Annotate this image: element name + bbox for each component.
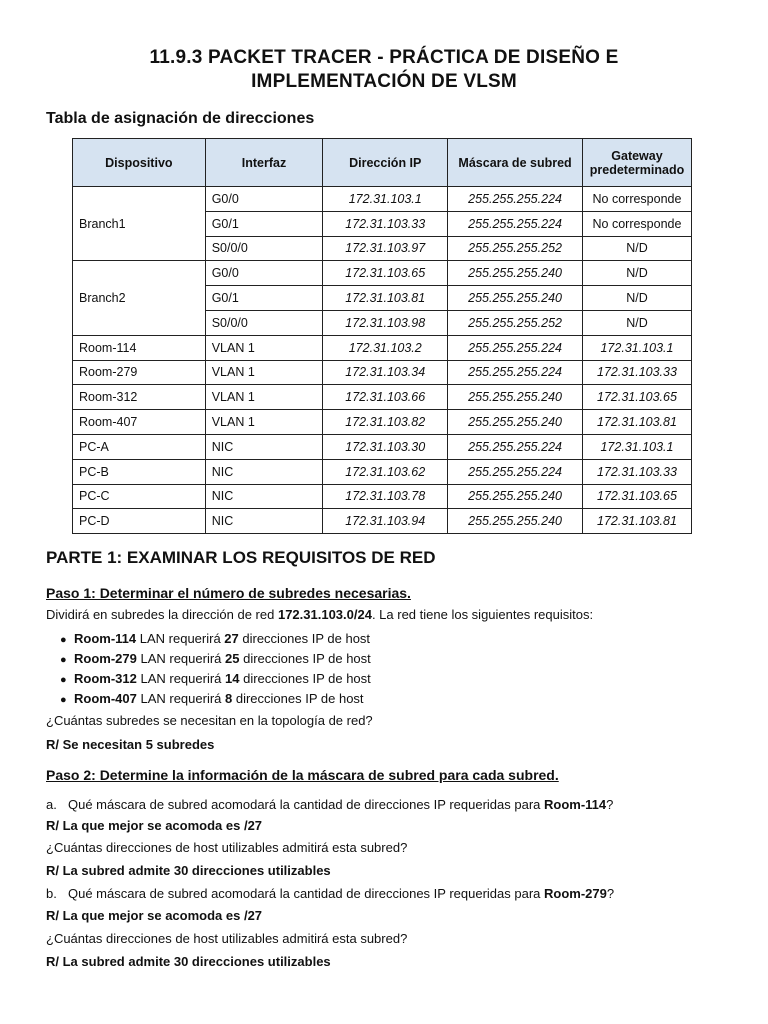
cell-mask: 255.255.255.240 (448, 509, 583, 534)
step2a-answer1: R/ La que mejor se acomoda es /27 (46, 818, 263, 833)
cell-gateway: 172.31.103.33 (582, 360, 691, 385)
cell-gateway: No corresponde (582, 187, 691, 212)
cell-ip: 172.31.103.62 (323, 459, 448, 484)
cell-gateway: 172.31.103.1 (582, 434, 691, 459)
bullet-icon: ● (60, 674, 67, 686)
header-gateway-line1: Gateway (611, 148, 663, 163)
question-end: ? (606, 797, 614, 812)
table-row (73, 187, 692, 212)
bullet-icon: ● (60, 654, 67, 666)
cell-ip: 172.31.103.65 (323, 261, 448, 286)
cell-interface: NIC (205, 509, 323, 534)
cell-device: Room-407 (73, 410, 206, 435)
list-item (60, 669, 371, 689)
cell-ip: 172.31.103.97 (323, 236, 448, 261)
cell-interface: VLAN 1 (205, 410, 323, 435)
req-room: Room-114 (74, 631, 137, 646)
addressing-table (72, 138, 692, 534)
cell-mask: 255.255.255.240 (448, 410, 583, 435)
table-header-row (73, 139, 692, 187)
header-device: Dispositivo (73, 139, 206, 187)
req-count: 14 (225, 671, 240, 686)
cell-mask: 255.255.255.224 (448, 335, 583, 360)
step2b-answer1: R/ La que mejor se acomoda es /27 (46, 908, 263, 923)
cell-gateway: N/D (582, 310, 691, 335)
header-mask: Máscara de subred (448, 139, 583, 187)
cell-mask: 255.255.255.224 (448, 434, 583, 459)
cell-gateway: N/D (582, 286, 691, 311)
req-mid: LAN requerirá (136, 671, 226, 686)
header-gateway (582, 139, 691, 187)
req-mid: LAN requerirá (136, 651, 226, 666)
cell-mask: 255.255.255.252 (448, 310, 583, 335)
cell-gateway: 172.31.103.33 (582, 459, 691, 484)
list-item (60, 649, 371, 669)
cell-mask: 255.255.255.224 (448, 187, 583, 212)
question-text: Qué máscara de subred acomodará la cantidad de direcciones IP requeridas para (68, 797, 544, 812)
step2-heading: Paso 2: Determine la información de la máscara de subred para cada subred. (46, 767, 559, 783)
req-end: direcciones IP de host (238, 631, 371, 646)
cell-interface: G0/1 (205, 286, 323, 311)
step1-heading: Paso 1: Determinar el número de subredes necesarias. (46, 585, 411, 601)
cell-mask: 255.255.255.240 (448, 261, 583, 286)
step2b-question2: ¿Cuántas direcciones de host utilizables admitirá esta subred? (46, 931, 408, 946)
cell-device: Branch1 (73, 187, 206, 261)
req-room: Room-312 (74, 671, 137, 686)
req-room: Room-279 (74, 651, 137, 666)
table-row (73, 385, 692, 410)
cell-gateway: 172.31.103.81 (582, 509, 691, 534)
cell-ip: 172.31.103.34 (323, 360, 448, 385)
req-end: direcciones IP de host (232, 691, 364, 706)
cell-gateway: 172.31.103.1 (582, 335, 691, 360)
item-letter: b. (46, 886, 57, 901)
document-title (0, 46, 768, 94)
bullet-icon: ● (60, 694, 67, 706)
step1-question: ¿Cuántas subredes se necesitan en la topología de red? (46, 713, 373, 728)
table-section-heading: Tabla de asignación de direcciones (46, 110, 315, 127)
question-room: Room-279 (544, 886, 607, 901)
cell-gateway: N/D (582, 236, 691, 261)
cell-interface: VLAN 1 (205, 335, 323, 360)
cell-device: PC-B (73, 459, 206, 484)
cell-ip: 172.31.103.1 (323, 187, 448, 212)
title-line-1: 11.9.3 PACKET TRACER - PRÁCTICA DE DISEÑO E (149, 47, 619, 68)
req-count: 27 (224, 631, 239, 646)
cell-device: Branch2 (73, 261, 206, 335)
list-item (60, 629, 371, 649)
cell-mask: 255.255.255.224 (448, 459, 583, 484)
cell-mask: 255.255.255.252 (448, 236, 583, 261)
bullet-icon: ● (60, 634, 67, 646)
cell-ip: 172.31.103.94 (323, 509, 448, 534)
cell-mask: 255.255.255.240 (448, 385, 583, 410)
cell-ip: 172.31.103.2 (323, 335, 448, 360)
cell-ip: 172.31.103.66 (323, 385, 448, 410)
req-count: 8 (225, 691, 233, 706)
cell-mask: 255.255.255.240 (448, 484, 583, 509)
cell-gateway: No corresponde (582, 211, 691, 236)
req-end: direcciones IP de host (239, 651, 371, 666)
cell-mask: 255.255.255.240 (448, 286, 583, 311)
item-letter: a. (46, 797, 57, 812)
step2b-question (46, 886, 614, 901)
table-row (73, 410, 692, 435)
step1-intro-pre: Dividirá en subredes la dirección de red (46, 607, 278, 622)
cell-ip: 172.31.103.98 (323, 310, 448, 335)
step2a-answer2: R/ La subred admite 30 direcciones utilizables (46, 863, 331, 878)
step1-intro-network: 172.31.103.0/24 (277, 607, 372, 622)
cell-device: Room-312 (73, 385, 206, 410)
cell-interface: VLAN 1 (205, 360, 323, 385)
requirements-list (60, 629, 371, 709)
question-room: Room-114 (544, 797, 607, 812)
req-mid: LAN requerirá (136, 631, 225, 646)
cell-gateway: 172.31.103.65 (582, 484, 691, 509)
cell-interface: G0/0 (205, 261, 323, 286)
table-row (73, 509, 692, 534)
title-line-2: IMPLEMENTACIÓN DE VLSM (251, 71, 517, 92)
cell-interface: S0/0/0 (205, 236, 323, 261)
part1-heading: PARTE 1: EXAMINAR LOS REQUISITOS DE RED (46, 548, 436, 567)
cell-gateway: N/D (582, 261, 691, 286)
cell-mask: 255.255.255.224 (448, 360, 583, 385)
cell-device: Room-279 (73, 360, 206, 385)
step2b-answer2: R/ La subred admite 30 direcciones utilizables (46, 954, 331, 969)
header-interface: Interfaz (205, 139, 323, 187)
question-text: Qué máscara de subred acomodará la cantidad de direcciones IP requeridas para (68, 886, 544, 901)
step1-intro-post: . La red tiene los siguientes requisitos: (371, 607, 594, 622)
cell-interface: S0/0/0 (205, 310, 323, 335)
cell-interface: NIC (205, 459, 323, 484)
cell-device: PC-A (73, 434, 206, 459)
cell-device: Room-114 (73, 335, 206, 360)
step1-answer: R/ Se necesitan 5 subredes (46, 737, 215, 752)
step2a-question2: ¿Cuántas direcciones de host utilizables admitirá esta subred? (46, 840, 408, 855)
cell-device: PC-C (73, 484, 206, 509)
req-end: direcciones IP de host (239, 671, 371, 686)
cell-interface: NIC (205, 484, 323, 509)
cell-mask: 255.255.255.224 (448, 211, 583, 236)
table-row (73, 335, 692, 360)
cell-device: PC-D (73, 509, 206, 534)
cell-interface: G0/0 (205, 187, 323, 212)
table-row (73, 434, 692, 459)
table-row (73, 360, 692, 385)
cell-ip: 172.31.103.33 (323, 211, 448, 236)
header-gateway-line2: predeterminado (589, 162, 685, 177)
cell-gateway: 172.31.103.65 (582, 385, 691, 410)
cell-interface: G0/1 (205, 211, 323, 236)
req-count: 25 (225, 651, 240, 666)
req-room: Room-407 (74, 691, 137, 706)
list-item (60, 689, 371, 709)
cell-ip: 172.31.103.30 (323, 434, 448, 459)
header-ip: Dirección IP (323, 139, 448, 187)
table-row (73, 261, 692, 286)
cell-interface: NIC (205, 434, 323, 459)
cell-gateway: 172.31.103.81 (582, 410, 691, 435)
cell-ip: 172.31.103.82 (323, 410, 448, 435)
step1-intro (46, 607, 593, 622)
req-mid: LAN requerirá (136, 691, 226, 706)
question-end: ? (606, 886, 615, 901)
cell-interface: VLAN 1 (205, 385, 323, 410)
cell-ip: 172.31.103.81 (323, 286, 448, 311)
table-row (73, 484, 692, 509)
table-row (73, 459, 692, 484)
step2a-question (46, 797, 613, 812)
cell-ip: 172.31.103.78 (323, 484, 448, 509)
